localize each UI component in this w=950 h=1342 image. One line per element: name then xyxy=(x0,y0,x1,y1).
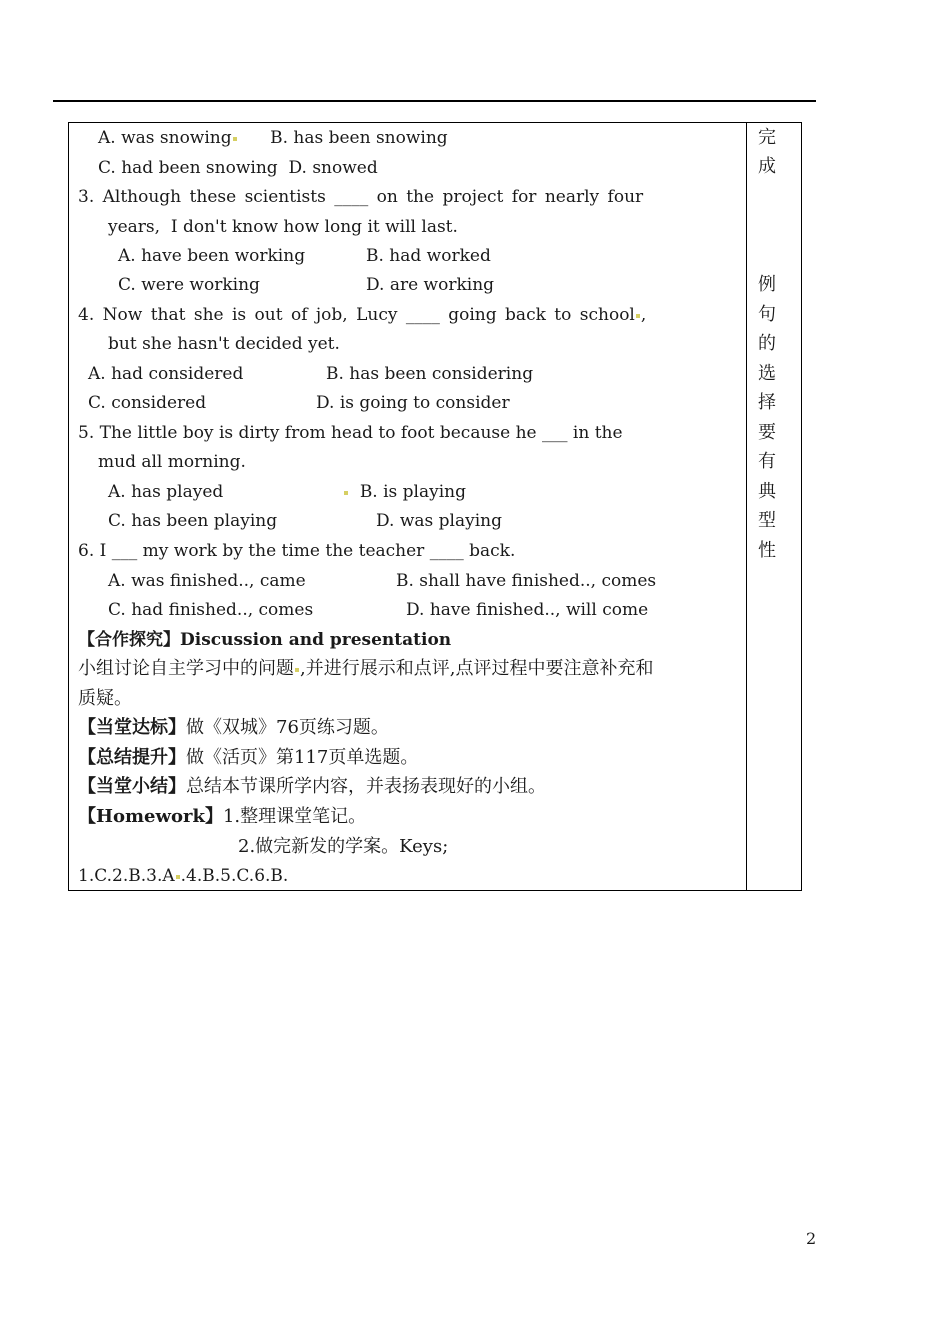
q5-opt-d: D. was playing xyxy=(376,511,502,531)
side-note-char: 性 xyxy=(758,540,776,561)
q3-opt-c: C. were working xyxy=(118,275,260,295)
side-note-char: 的 xyxy=(758,333,776,354)
header-rule xyxy=(53,100,816,102)
q6-opt-a: A. was finished.., came xyxy=(108,571,306,591)
q4-text-line1: 4. Now that she is out of job, Lucy ____ going back to school , xyxy=(78,305,647,325)
summary-row xyxy=(78,777,546,797)
side-note-char: 例 xyxy=(758,274,776,295)
summary-up-text: 做《活页》第117页单选题。 xyxy=(186,747,419,768)
side-note-char: 择 xyxy=(758,392,776,413)
homework-row xyxy=(78,807,366,827)
q4-opt-b: B. has been considering xyxy=(326,364,534,384)
page-number: 2 xyxy=(806,1229,817,1248)
answer-keys: 1.C.2.B.3.A .4.B.5.C.6.B. xyxy=(78,866,289,886)
discussion-text-line1: 小组讨论自主学习中的问题 ,并进行展示和点评,点评过程中要注意补充和 xyxy=(78,658,654,679)
practice-row xyxy=(78,718,389,738)
homework-heading: 【Homework】 xyxy=(78,806,223,827)
q6-opt-b: B. shall have finished.., comes xyxy=(396,571,657,591)
q4-opt-a: A. had considered xyxy=(88,364,244,384)
q3-opt-a: A. have been working xyxy=(118,246,306,266)
q6-opt-d: D. have finished.., will come xyxy=(406,600,649,620)
q4-opt-c: C. considered xyxy=(88,393,207,413)
side-note-char: 有 xyxy=(758,451,776,472)
mark-dot xyxy=(233,137,237,141)
q3-text-line2: years, I don't know how long it will last. xyxy=(108,217,458,237)
q2-options-row2: C. had been snowing D. snowed xyxy=(98,158,378,178)
practice-text: 做《双城》76页练习题。 xyxy=(186,717,389,738)
summary-text: 总结本节课所学内容，并表扬表现好的小组。 xyxy=(186,776,546,797)
discussion-text-line2: 质疑。 xyxy=(78,688,132,709)
side-note-char: 完 xyxy=(758,127,776,148)
mark-dot xyxy=(176,875,180,879)
mark-dot xyxy=(295,668,299,672)
discussion-heading: 【合作探究】Discussion and presentation xyxy=(78,630,452,650)
q3-text-line1: 3. Although these scientists ____ on the project for nearly four xyxy=(78,187,644,207)
mark-dot xyxy=(344,491,348,495)
q6-opt-c: C. had finished.., comes xyxy=(108,600,314,620)
summary-up-heading: 【总结提升】 xyxy=(78,747,186,768)
summary-up-row xyxy=(78,748,418,768)
practice-heading: 【当堂达标】 xyxy=(78,717,186,738)
homework-item-2: 2.做完新发的学案。Keys; xyxy=(238,836,449,857)
side-note-char: 成 xyxy=(758,156,776,177)
column-divider xyxy=(746,122,747,891)
side-note-char: 句 xyxy=(758,304,776,325)
q5-opt-b-wrap: B. is playing xyxy=(343,482,466,502)
side-note-char: 型 xyxy=(758,510,776,531)
q5-opt-a: A. has played xyxy=(108,482,224,502)
q6-text-line1: 6. I ___ my work by the time the teacher ____ back. xyxy=(78,541,516,561)
q5-text-line1: 5. The little boy is dirty from head to foot because he ___ in the xyxy=(78,423,623,443)
q5-opt-c: C. has been playing xyxy=(108,511,278,531)
summary-heading: 【当堂小结】 xyxy=(78,776,186,797)
homework-item-1: 1.整理课堂笔记。 xyxy=(222,806,367,827)
q3-opt-d: D. are working xyxy=(366,275,495,295)
side-note-char: 典 xyxy=(758,481,776,502)
mark-dot xyxy=(636,314,640,318)
q5-text-line2: mud all morning. xyxy=(98,452,246,472)
q4-opt-d: D. is going to consider xyxy=(316,393,510,413)
q3-opt-b: B. had worked xyxy=(366,246,491,266)
q2-options-row1: A. was snowing B. has been snowing xyxy=(98,128,448,148)
q4-text-line2: but she hasn't decided yet. xyxy=(108,334,340,354)
side-note-char: 要 xyxy=(758,422,776,443)
side-note-char: 选 xyxy=(758,363,776,384)
